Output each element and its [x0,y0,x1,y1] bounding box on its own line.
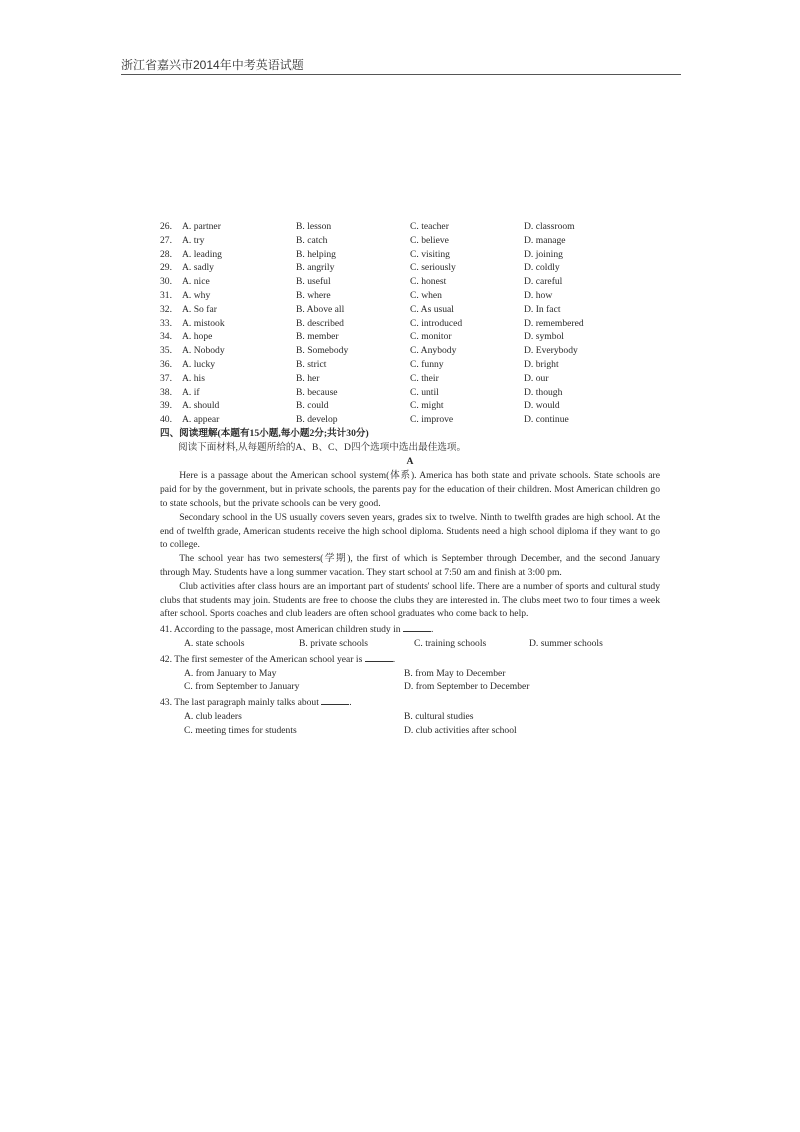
option-a: A. nice [182,276,210,288]
option-b: B. where [296,289,331,301]
option-c: C. seriously [410,262,456,274]
reading-questions [160,622,660,737]
option-c: C. teacher [410,221,449,232]
passage-paragraph: Secondary school in the US usually covers seven years, grades six to twelve. Ninth to twelfth grades are high school. At the end of twelfth grade, American students receive the high school diploma. Students need a high school diploma if they want to go to college. [160,511,660,551]
question-number: 37. [160,372,172,384]
answer-option: D. club activities after school [404,724,517,736]
option-a: A. So far [182,303,217,315]
option-b: B. angrily [296,262,335,274]
option-c: C. visiting [410,248,450,260]
question-options [160,724,660,738]
option-c: C. their [410,372,439,384]
option-d: D. In fact [524,303,561,315]
option-d: D. coldly [524,262,560,274]
option-a: A. lucky [182,358,216,370]
option-a: A. if [182,386,200,398]
option-c: C. honest [410,276,447,288]
option-d: D. though [524,386,563,398]
answer-option: D. from September to December [404,681,530,693]
option-c: C. Anybody [410,345,457,357]
question-options [160,680,660,694]
option-d: D. manage [524,234,566,246]
option-b: B. catch [296,234,328,246]
cloze-option-row [160,413,660,427]
cloze-option-row [160,399,660,413]
question-number: 27. [160,234,172,246]
option-c: C. monitor [410,331,452,343]
question-stem-text: 42. The first semester of the American school year is [160,653,363,665]
option-c: C. until [410,386,439,398]
option-d: D. symbol [524,331,564,343]
option-a: A. sadly [182,262,214,274]
option-c: C. when [410,289,442,301]
passage-paragraph: The school year has two semesters(学期), the first of which is September through December, and the second January through May. Students have a long summer vacation. They start school at 7:50 am and finish at 3:00 pm. [160,553,660,578]
option-a: A. his [182,372,205,384]
cloze-option-row [160,330,660,344]
reading-question [160,695,660,737]
option-c: C. funny [410,358,444,370]
option-d: D. continue [524,414,569,426]
answer-blank [365,652,393,662]
question-number: 30. [160,276,172,288]
cloze-option-row [160,386,660,400]
page-header-title: 浙江省嘉兴市2014年中考英语试题 [121,58,304,72]
option-d: D. our [524,372,549,384]
option-c: C. As usual [410,303,454,315]
question-stem [160,695,660,710]
option-d: D. how [524,289,553,301]
option-b: B. helping [296,248,336,260]
question-options [160,667,660,681]
option-d: D. classroom [524,221,575,232]
question-number: 28. [160,248,172,260]
question-number: 33. [160,317,172,329]
option-c: C. might [410,400,444,412]
passage-letter: A [406,455,414,467]
option-b: B. strict [296,358,327,370]
option-a: A. appear [182,414,220,426]
answer-option: A. club leaders [184,710,242,722]
question-number: 38. [160,386,172,398]
option-b: B. could [296,400,329,412]
option-a: A. mistook [182,317,225,329]
option-d: D. would [524,400,560,412]
option-c: C. improve [410,414,454,426]
cloze-option-row [160,358,660,372]
answer-option: C. meeting times for students [184,724,297,736]
cloze-option-row [160,275,660,289]
question-options [160,710,660,724]
cloze-option-row [160,248,660,262]
option-b: B. member [296,331,339,343]
option-a: A. leading [182,248,222,260]
answer-option: C. training schools [414,637,487,649]
header-divider [121,74,681,75]
option-a: A. Nobody [182,345,225,357]
option-a: A. should [182,400,220,412]
option-a: A. partner [182,221,221,232]
answer-option: D. summer schools [529,637,603,649]
option-a: A. try [182,234,205,246]
question-number: 26. [160,221,172,232]
cloze-option-row [160,303,660,317]
option-b: B. her [296,372,320,384]
question-stem [160,652,660,667]
question-options [160,637,660,651]
option-a: A. why [182,289,211,301]
answer-option: B. from May to December [404,667,506,679]
cloze-option-row [160,317,660,331]
reading-question [160,622,660,651]
answer-option: C. from September to January [184,681,300,693]
option-b: B. useful [296,276,331,288]
answer-option: A. from January to May [184,667,277,679]
answer-blank [321,695,349,705]
question-number: 34. [160,331,172,343]
question-stem-text: 43. The last paragraph mainly talks about [160,697,319,709]
passage-paragraph: Here is a passage about the American school system(体系). America has both state and private schools. State schools are paid for by the government, but in private schools, the parents pay for the education of their children. Most American children go to state schools, but the private schools can be very good. [160,470,660,509]
cloze-option-row [160,220,660,234]
question-number: 40. [160,414,172,426]
option-b: B. lesson [296,221,332,232]
cloze-option-row [160,372,660,386]
question-stem-end: . [431,624,434,636]
option-a: A. hope [182,331,213,343]
passage-paragraph: Club activities after class hours are an important part of students' school life. There are a number of sports and cultural study clubs that students may join. Students are free to choose the clubs they are interested in. The clubs meet two to four times a week after school. Sports coaches and club leaders are often school graduates who come back to help. [160,580,660,620]
question-number: 29. [160,262,172,274]
option-d: D. bright [524,358,559,370]
option-d: D. Everybody [524,345,578,357]
question-number: 39. [160,400,172,412]
cloze-options-list [160,220,660,427]
cloze-option-row [160,261,660,275]
question-number: 35. [160,345,172,357]
answer-blank [403,622,431,632]
option-d: D. joining [524,248,563,260]
option-d: D. careful [524,276,563,288]
reading-section-instruction: 阅读下面材料,从每题所给的A、B、C、D四个选项中选出最佳选项。 [178,441,467,453]
option-b: B. because [296,386,338,398]
question-number: 32. [160,303,172,315]
answer-option: B. private schools [299,637,369,649]
question-stem [160,622,660,637]
cloze-option-row [160,289,660,303]
option-b: B. described [296,317,344,329]
cloze-option-row [160,344,660,358]
option-d: D. remembered [524,317,584,329]
question-stem-end: . [392,653,396,665]
reading-section-heading: 四、阅读理解(本题有15小题,每小题2分;共计30分) [160,427,369,439]
answer-option: B. cultural studies [404,710,474,722]
question-stem-end: . [349,697,352,709]
reading-question [160,652,660,694]
question-number: 31. [160,289,172,301]
scanned-exam-page [160,220,660,737]
option-b: B. Above all [296,303,345,315]
question-number: 36. [160,358,172,370]
option-c: C. introduced [410,317,463,329]
answer-option: A. state schools [184,637,245,649]
option-b: B. Somebody [296,345,349,357]
cloze-option-row [160,234,660,248]
question-stem-text: 41. According to the passage, most American children study in [160,624,401,636]
option-c: C. believe [410,234,449,246]
option-b: B. develop [296,414,338,426]
